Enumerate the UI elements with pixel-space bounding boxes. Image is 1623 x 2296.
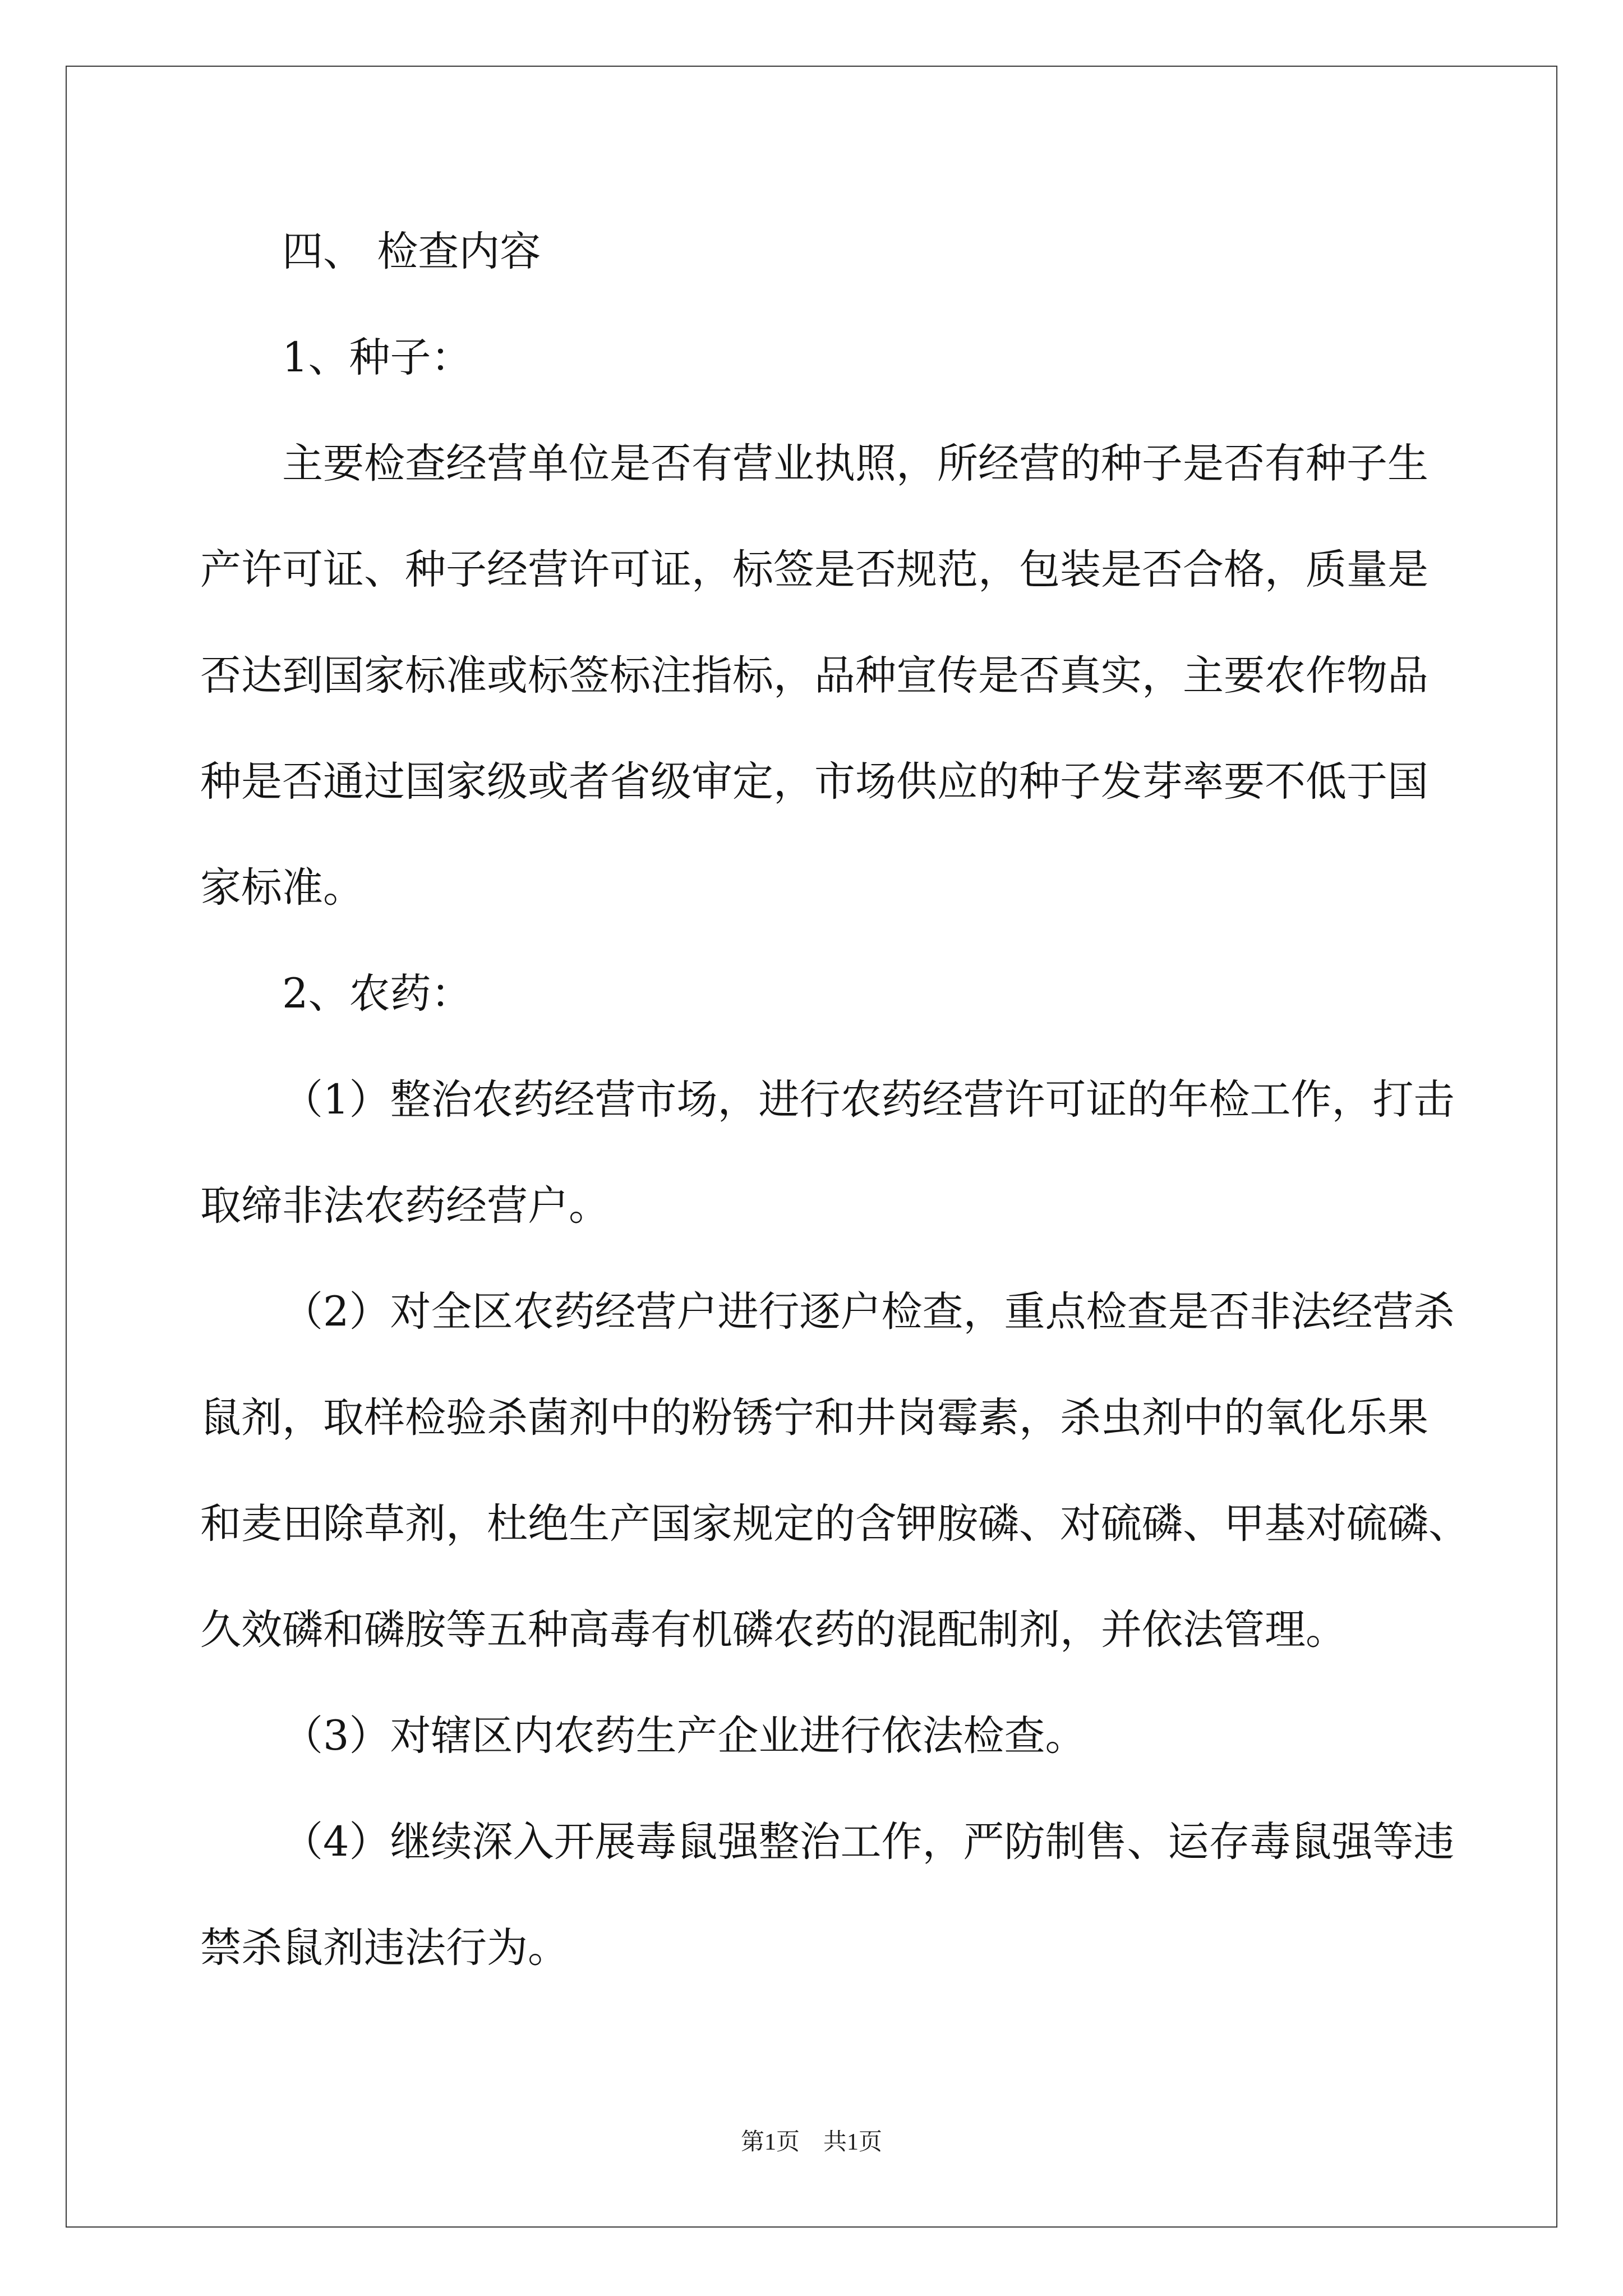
paragraph-line: 久效磷和磷胺等五种高毒有机磷农药的混配制剂，并依法管理。	[200, 1606, 1347, 1654]
paragraph-line: （1）整治农药经营市场，进行农药经营许可证的年检工作，打击	[282, 1076, 1455, 1124]
page-number: 第1页 共1页	[740, 2129, 882, 2155]
page-footer	[0, 2126, 1623, 2159]
subsection-heading-text: 2、农药：	[282, 970, 472, 1018]
paragraph-line: 鼠剂，取样检验杀菌剂中的粉锈宁和井岗霉素，杀虫剂中的氧化乐果	[200, 1394, 1428, 1442]
section-heading-text: 四、 检查内容	[282, 228, 541, 275]
section-heading	[200, 199, 1490, 305]
paragraph-line: （4）继续深入开展毒鼠强整治工作，严防制售、运存毒鼠强等违	[282, 1818, 1455, 1866]
paragraph-line: 取缔非法农药经营户。	[200, 1182, 610, 1230]
subsection-heading-pesticides	[200, 941, 1490, 1047]
paragraph-line: 种是否通过国家级或者省级审定，市场供应的种子发芽率要不低于国	[200, 758, 1428, 806]
document-body	[200, 199, 1490, 2001]
paragraph-item-4	[200, 1789, 1490, 2001]
paragraph-line: 家标准。	[200, 864, 364, 912]
paragraph-line: （2）对全区农药经营户进行逐户检查，重点检查是否非法经营杀	[282, 1288, 1455, 1336]
paragraph-line: 产许可证、种子经营许可证，标签是否规范，包装是否合格，质量是	[200, 546, 1428, 593]
paragraph-line: 和麦田除草剂，杜绝生产国家规定的含钾胺磷、对硫磷、甲基对硫磷、	[200, 1500, 1469, 1548]
paragraph-item-1	[200, 1047, 1490, 1259]
paragraph-line: 禁杀鼠剂违法行为。	[200, 1924, 569, 1972]
paragraph-seeds-inspection	[200, 411, 1490, 941]
paragraph-item-3	[200, 1683, 1490, 1789]
paragraph-line: （3）对辖区内农药生产企业进行依法检查。	[282, 1712, 1086, 1760]
subsection-heading-seeds	[200, 305, 1490, 411]
paragraph-line: 主要检查经营单位是否有营业执照，所经营的种子是否有种子生	[282, 440, 1428, 487]
paragraph-line: 否达到国家标准或标签标注指标，品种宣传是否真实，主要农作物品	[200, 652, 1428, 700]
subsection-heading-text: 1、种子：	[282, 334, 472, 381]
paragraph-item-2	[200, 1259, 1490, 1683]
